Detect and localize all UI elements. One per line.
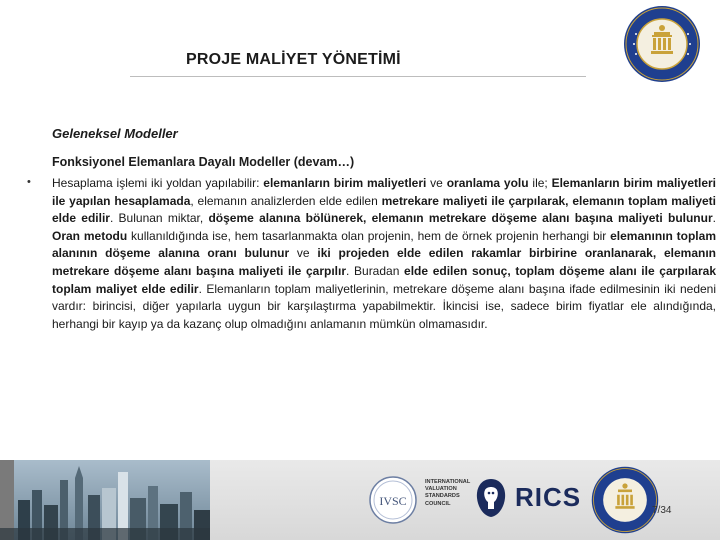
bullet-marker: • — [27, 176, 31, 188]
paragraph-segment: Hesaplama işlemi iki yoldan yapılabilir: — [52, 176, 264, 190]
ivsc-logo — [368, 474, 418, 526]
paragraph-bold-segment: elemanların birim maliyetleri — [263, 176, 427, 190]
ivsc-caption-line: STANDARDS — [425, 493, 460, 500]
ankara-university-seal-logo-small — [590, 465, 660, 535]
paragraph-bold-segment: Oran metodu — [52, 228, 128, 243]
paragraph-bold-segment: oranlama yolu — [446, 176, 529, 190]
paragraph-bold-segment: döşeme alanına bölünerek, elemanın metrekare döşeme alanı başına maliyeti bulunur — [208, 211, 713, 226]
city-skyline-image — [0, 460, 210, 540]
paragraph-segment: ve — [289, 246, 318, 261]
paragraph-segment: ve — [426, 176, 447, 190]
paragraph-segment: . — [712, 211, 716, 226]
ivsc-logo-text: IVSC — [379, 494, 407, 508]
paragraph-segment: ile; — [528, 176, 552, 190]
rics-logo-text: RICS — [515, 482, 582, 512]
title-divider — [130, 76, 586, 77]
ivsc-caption-line: INTERNATIONAL — [425, 479, 471, 485]
section-title: Geleneksel Modeller — [52, 126, 178, 141]
paragraph-segment: kullanıldığında ise, hem tasarlanmakta olan projenin, hem de örnek projenin herhangi bir — [127, 228, 611, 243]
paragraph-segment: . Elemanların toplam maliyetlerinin, metrekare döşeme alanı başına ifade edilmesinin iki nedeni vardır: birincisi, diğer yapılarla uygun bir karşılaştırma yapabilmektir. İkincisi ise, sadece birim fiyatlar ele alındığında, herhangi bir kayıp ya da kazanç olup olmadığını anlamanın mümkün olmamasıdır. — [52, 281, 717, 331]
paragraph-segment: . Buradan — [346, 263, 405, 278]
paragraph-bold-segment: elde edilen sonuç, toplam döşeme alanı ile çarpılarak toplam maliyet elde edilir — [52, 263, 716, 296]
ankara-university-seal-logo — [622, 4, 702, 84]
subsection-title: Fonksiyonel Elemanlara Dayalı Modeller (devam…) — [52, 155, 355, 169]
paragraph-bold-segment: metrekare maliyeti ile çarpılarak, elemanın toplam maliyeti elde edilir — [52, 193, 716, 226]
page-number: 7/34 — [652, 505, 672, 516]
paragraph-bold-segment: elemanının toplam alanının döşeme alanına oranı bulunur — [52, 228, 716, 261]
paragraph-segment: , elemanın analizlerden elde edilen — [190, 193, 382, 208]
footer-logo-bar — [210, 460, 720, 540]
paragraph-bold-segment: Elemanların birim maliyetleri ile yapılan hesaplamada — [52, 176, 716, 208]
rics-lion-icon — [472, 476, 510, 520]
ivsc-caption-line: VALUATION — [425, 486, 457, 493]
body-paragraph — [52, 175, 716, 333]
page-title: PROJE MALİYET YÖNETİMİ — [186, 51, 401, 68]
paragraph-segment: . Bulunan miktar, — [109, 211, 209, 226]
paragraph-bold-segment: iki projeden elde edilen rakamlar birbirine oranlanarak, elemanın metrekare döşeme alanı başına maliyeti ile çarpılır — [52, 246, 716, 278]
ivsc-caption-line: COUNCIL — [425, 500, 451, 507]
